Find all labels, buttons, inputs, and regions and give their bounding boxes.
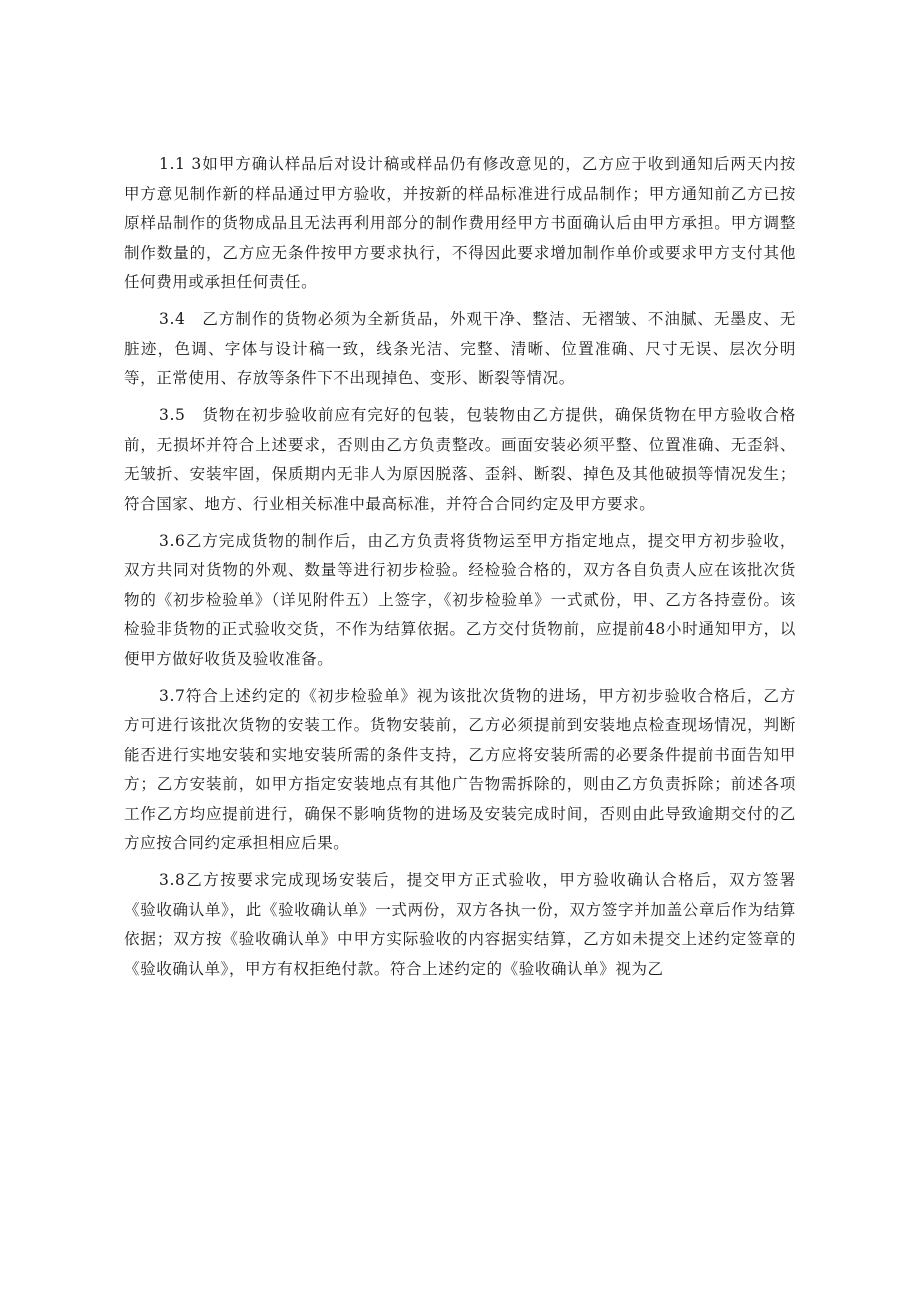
clause-3-4: 3.4 乙方制作的货物必须为全新货品，外观干净、整洁、无褶皱、不油腻、无墨皮、无脏迹，色调、字体与设计稿一致，线条光洁、完整、清晰、位置准确、尺寸无误、层次分明等，正常使用、存放等条件下不出现掉色、变形、断裂等情况。 [124, 310, 796, 387]
clause-1-1-3: 1.1 3如甲方确认样品后对设计稿或样品仍有修改意见的，乙方应于收到通知后两天内按甲方意见制作新的样品通过甲方验收，并按新的样品标准进行成品制作；甲方通知前乙方已按原样品制作的货物成品且无法再利用部分的制作费用经甲方书面确认后由甲方承担。甲方调整制作数量的，乙方应无条件按甲方要求执行，不得因此要求增加制作单价或要求甲方支付其他任何费用或承担任何责任。 [124, 155, 796, 291]
clause-3-5: 3.5 货物在初步验收前应有完好的包装，包装物由乙方提供，确保货物在甲方验收合格前，无损坏并符合上述要求，否则由乙方负责整改。画面安装必须平整、位置准确、无歪斜、无皱折、安装牢固，保质期内无非人为原因脱落、歪斜、断裂、掉色及其他破损等情况发生；符合国家、地方、行业相关标准中最高标准，并符合合同约定及甲方要求。 [124, 406, 796, 513]
document-body [124, 150, 796, 992]
clause-3-6: 3.6乙方完成货物的制作后，由乙方负责将货物运至甲方指定地点，提交甲方初步验收，双方共同对货物的外观、数量等进行初步检验。经检验合格的，双方各自负责人应在该批次货物的《初步检验单》（详见附件五）上签字，《初步检验单》一式贰份，甲、乙方各持壹份。该检验非货物的正式验收交货，不作为结算依据。乙方交付货物前，应提前48小时通知甲方，以便甲方做好收货及验收准备。 [124, 531, 796, 668]
clause-3-7: 3.7符合上述约定的《初步检验单》视为该批次货物的进场，甲方初步验收合格后，乙方方可进行该批次货物的安装工作。货物安装前，乙方必须提前到安装地点检查现场情况，判断能否进行实地安装和实地安装所需的条件支持，乙方应将安装所需的必要条件提前书面告知甲方；乙方安装前，如甲方指定安装地点有其他广告物需拆除的，则由乙方负责拆除；前述各项工作乙方均应提前进行，确保不影响货物的进场及安装完成时间，否则由此导致逾期交付的乙方应按合同约定承担相应后果。 [124, 686, 796, 852]
clause-3-8: 3.8乙方按要求完成现场安装后，提交甲方正式验收，甲方验收确认合格后，双方签署《验收确认单》，此《验收确认单》一式两份，双方各执一份，双方签字并加盖公章后作为结算依据；双方按《验收确认单》中甲方实际验收的内容据实结算，乙方如未提交上述约定签章的《验收确认单》，甲方有权拒绝付款。符合上述约定的《验收确认单》视为乙 [124, 871, 796, 978]
